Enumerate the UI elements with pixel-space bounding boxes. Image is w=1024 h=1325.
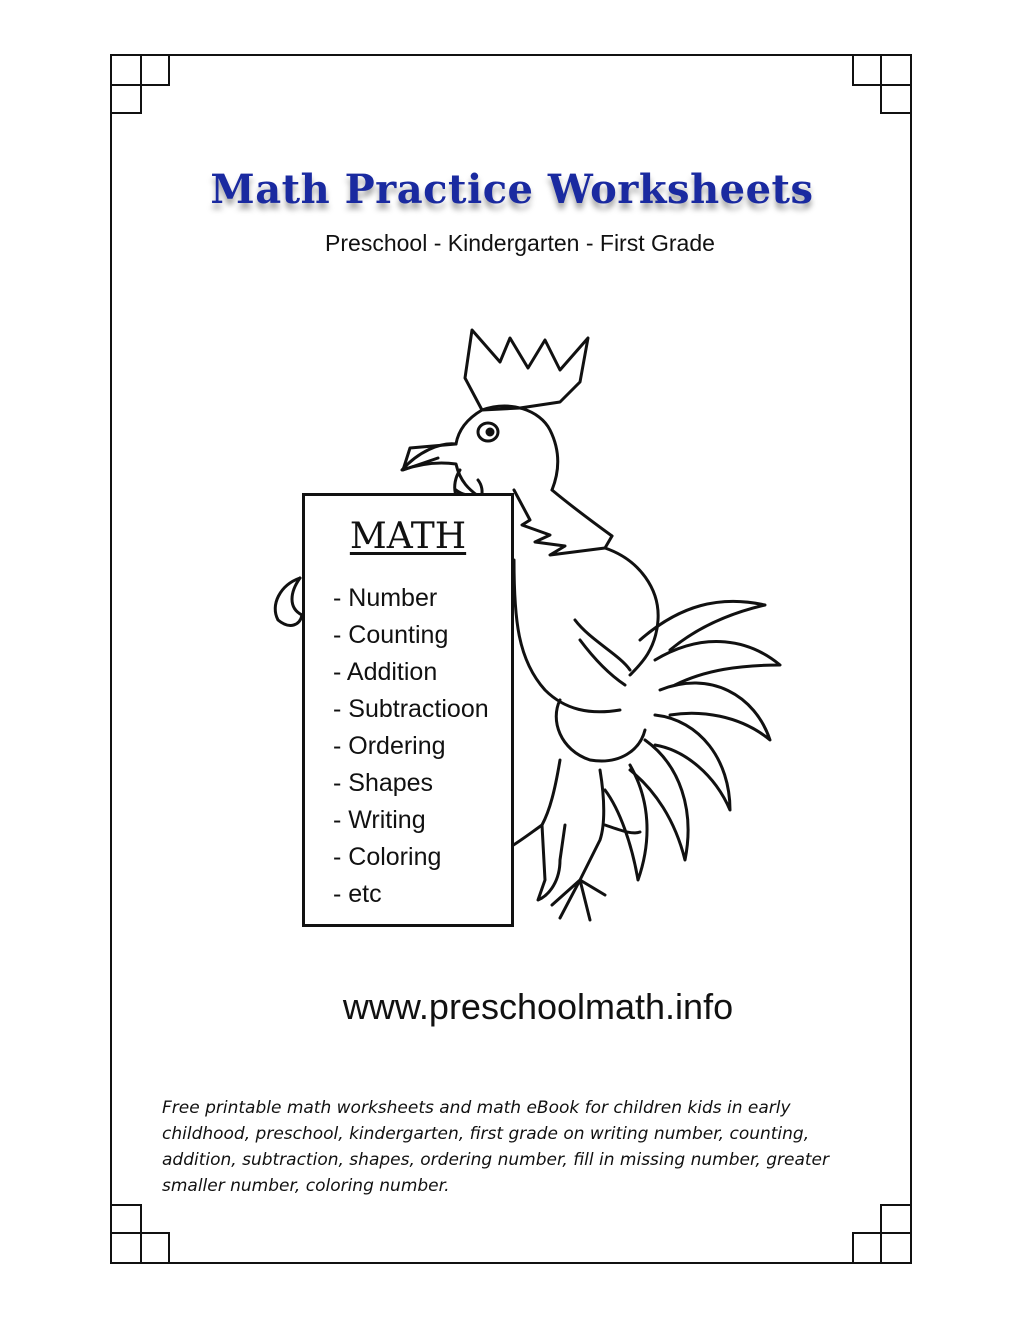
website-url: www.preschoolmath.info (342, 986, 734, 1027)
math-topics-sign (302, 493, 514, 927)
list-item: - Subtractioon (333, 695, 489, 723)
description-text: Free printable math worksheets and math eBook for children kids in early childhood, preschool, kindergarten, first grade on writing number, counting, addition, subtraction, shapes, ordering number, fill in missing number, greater smaller number, coloring number. (162, 1098, 829, 1196)
page-subtitle: Preschool - Kindergarten - First Grade (325, 230, 715, 256)
list-item: - Coloring (333, 843, 442, 871)
list-item: - Ordering (333, 732, 446, 760)
list-item: - Addition (333, 658, 438, 686)
corner-ornament-top-right (852, 54, 912, 114)
sign-heading: MATH (349, 516, 467, 557)
list-item: - etc (333, 880, 382, 908)
corner-ornament-bottom-right (852, 1204, 912, 1264)
math-topics-list (333, 580, 489, 913)
list-item: - Writing (333, 806, 426, 834)
page-title: Math Practice Worksheets (210, 166, 814, 213)
list-item: - Shapes (333, 769, 434, 797)
list-item: - Number (333, 584, 438, 612)
corner-ornament-top-left (110, 54, 170, 114)
list-item: - Counting (333, 621, 449, 649)
corner-ornament-bottom-left (110, 1204, 170, 1264)
